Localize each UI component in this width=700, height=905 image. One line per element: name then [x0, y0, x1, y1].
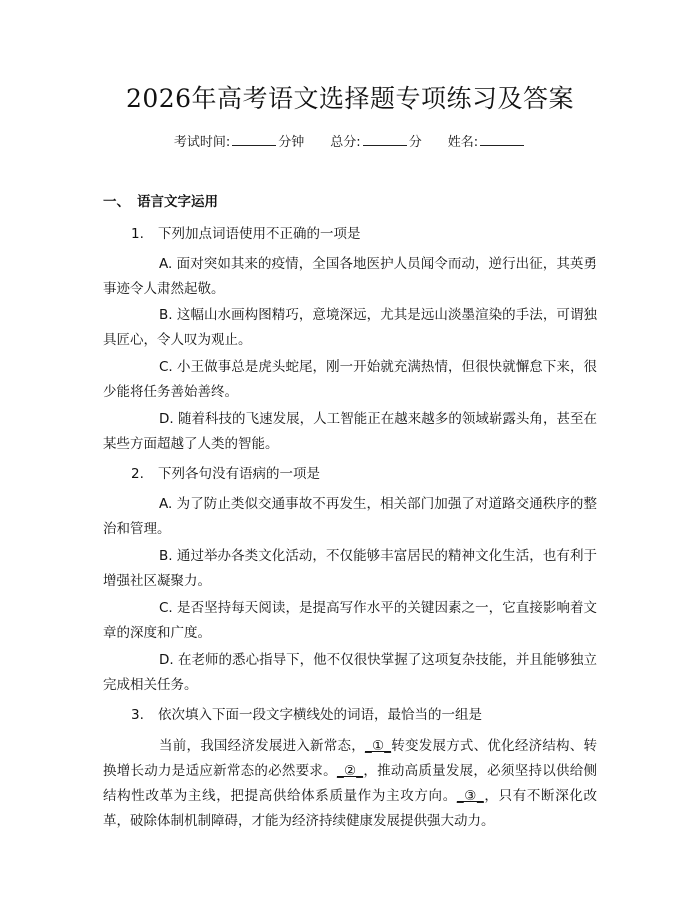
name-blank: [480, 131, 524, 146]
q1-option-d: D. 随着科技的飞速发展，人工智能正在越来越多的领域崭露头角，甚至在某些方面超越了人类的智能。: [103, 411, 597, 452]
question-number: 3.: [131, 707, 144, 723]
passage-part-1: 当前，我国经济发展进入新常态，: [159, 738, 365, 754]
score-blank: [363, 131, 407, 146]
passage-part-2: 转变发展方式、优化经济结构、转换增长动力是适应新常态的必然要求。: [103, 738, 598, 779]
time-label: 考试时间:: [173, 135, 231, 150]
q3-passage: [103, 734, 597, 834]
question-text: 下列各句没有语病的一项是: [158, 466, 320, 482]
q2-option-c: C. 是否坚持每天阅读，是提高写作水平的关键因素之一，它直接影响着文章的深度和广度。: [103, 600, 597, 641]
question-number: 1.: [131, 226, 144, 242]
section-heading: [103, 193, 218, 211]
q2-option-b: B. 通过举办各类文化活动，不仅能够丰富居民的精神文化生活，也有利于增强社区凝聚力。: [103, 548, 597, 589]
q1-option-b: B. 这幅山水画构图精巧，意境深远，尤其是远山淡墨渲染的手法，可谓独具匠心，令人叹为观止。: [103, 307, 597, 348]
blank-3: _③_: [456, 788, 484, 804]
question-2-stem: [131, 465, 320, 483]
passage-part-3: ，推动高质量发展，必须坚持以供给侧结构性改革为主线，把提高供给体系质量作为主攻方向。: [103, 763, 597, 804]
question-number: 2.: [131, 466, 144, 482]
q1-option-c: C. 小王做事总是虎头蛇尾，刚一开始就充满热情，但很快就懈怠下来，很少能将任务善始善终。: [103, 359, 597, 400]
question-3-stem: [131, 706, 482, 724]
q2-option-a: A. 为了防止类似交通事故不再发生，相关部门加强了对道路交通秩序的整治和管理。: [103, 496, 597, 537]
score-unit: 分: [408, 135, 422, 150]
page-title: 2026年高考语文选择题专项练习及答案: [125, 84, 575, 113]
section-title: 语言文字运用: [137, 194, 218, 210]
q1-option-a: A. 面对突如其来的疫情，全国各地医护人员闻令而动，逆行出征，其英勇事迹令人肃然起敬。: [103, 256, 597, 297]
question-text: 下列加点词语使用不正确的一项是: [158, 226, 361, 242]
passage-part-4: ，只有不断深化改革，破除体制机制障碍，才能为经济持续健康发展提供强大动力。: [103, 788, 598, 829]
blank-2: _②_: [336, 763, 364, 779]
blank-1: _①_: [364, 738, 392, 754]
time-blank: [232, 131, 276, 146]
q2-option-d: D. 在老师的悉心指导下，他不仅很快掌握了这项复杂技能，并且能够独立完成相关任务。: [103, 652, 597, 693]
name-label: 姓名:: [447, 135, 479, 150]
question-text: 依次填入下面一段文字横线处的词语，最恰当的一组是: [158, 707, 482, 723]
time-unit: 分钟: [278, 135, 305, 150]
question-1-stem: [131, 225, 361, 243]
section-number: 一、: [103, 194, 130, 210]
score-label: 总分:: [330, 135, 361, 150]
exam-info-line: [0, 131, 700, 153]
